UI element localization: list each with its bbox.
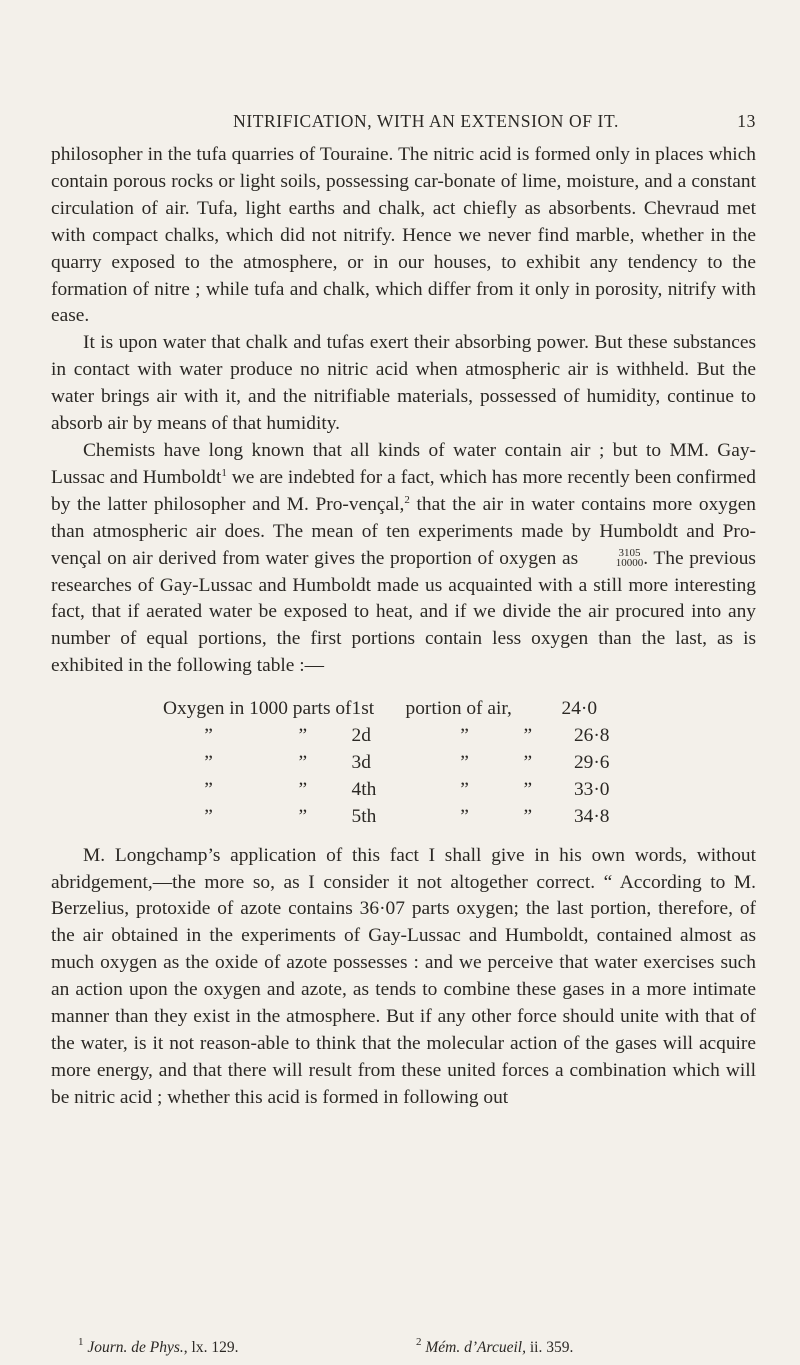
table-cell-portion: 5th <box>351 805 377 827</box>
ditto-mark: ” <box>460 751 469 773</box>
paragraph-2: It is upon water that chalk and tufas exert their absorbing power. But these substances in contact with water produce no nitric acid when atmospheric air is withheld. But the water brings air with it, and the nitrifiable materials, possessed of humidity, continue to absorb air by means of that humidity. <box>51 332 756 435</box>
ditto-mark: ” <box>460 805 469 827</box>
footnote-2-title: Mém. d’Arcueil, <box>425 1339 526 1356</box>
table-cell-value: 24·0 <box>561 698 598 720</box>
table-cell-suffix: portion of air, <box>405 698 512 720</box>
running-title: NITRIFICATION, WITH AN EXTENSION OF IT. <box>233 111 619 131</box>
ditto-mark: ” <box>523 725 533 747</box>
page-number: 13 <box>737 111 756 131</box>
paragraph-3-part-b: we are indebted for a fact, which has more recently been confirmed by the latter philosopher and M. Pro-vençal, <box>51 466 756 515</box>
footnote-1-mark: 1 <box>78 1336 84 1348</box>
oxygen-table <box>163 696 610 831</box>
ditto-mark: ” <box>204 805 213 827</box>
table-cell-value: 29·6 <box>573 751 610 773</box>
running-header <box>96 111 756 137</box>
table-cell-portion: 3d <box>351 751 371 773</box>
footnote-2-mark: 2 <box>416 1336 422 1348</box>
ditto-mark: ” <box>523 778 533 800</box>
ditto-mark: ” <box>460 778 469 800</box>
footnote-1-ref: , lx. 129. <box>183 1339 239 1356</box>
table-cell-label: Oxygen in 1000 parts of <box>163 698 352 720</box>
footnote-2 <box>416 1336 574 1357</box>
fraction-numerator: 3105 <box>618 546 641 559</box>
fraction-denominator: 10000 <box>615 556 644 569</box>
body-text <box>51 142 756 1112</box>
paragraph-1: philosopher in the tufa quarries of Touraine. The nitric acid is formed only in places which contain porous rocks or light soils, possessing car-bonate of lime, moisture, and a constant circulation of air. Tufa, light earths and chalk, act chiefly as absorbents. Chevraud met with compact chalks, which did not nitrify. Hence we never find marble, whether in the quarry exposed to the atmosphere, or in our houses, to exhibit any tendency to the formation of nitre ; while tufa and chalk, which differ from it only in porosity, nitrify with ease. <box>51 144 756 327</box>
table-row <box>163 804 610 831</box>
ditto-mark: ” <box>460 725 469 747</box>
table-row <box>163 696 610 723</box>
ditto-mark: ” <box>298 778 308 800</box>
table-cell-portion: 1st <box>351 698 375 720</box>
footnote-ref-1: 1 <box>221 466 227 479</box>
table-cell-value: 34·8 <box>573 805 610 827</box>
ditto-mark: ” <box>298 751 308 773</box>
table-row <box>163 750 610 777</box>
ditto-mark: ” <box>204 778 213 800</box>
paragraph-3-part-d: . The previous researches of Gay-Lussac and Humboldt made us acquainted with a still more interesting fact, that if aerated water be exposed to heat, and if we divide the air procured into any number of equal portions, the first portions contain less oxygen than the last, as is exhibited in the following table :— <box>51 547 756 677</box>
table-cell-value: 26·8 <box>573 725 610 747</box>
table-row <box>163 723 610 750</box>
table-cell-portion: 4th <box>351 778 377 800</box>
ditto-mark: ” <box>204 751 213 773</box>
oxygen-fraction <box>584 548 644 568</box>
ditto-mark: ” <box>523 751 533 773</box>
footnote-2-ref: ii. 359. <box>525 1339 574 1356</box>
footnote-1 <box>78 1336 239 1357</box>
paragraph-3-part-c: that the air in water contains more oxygen than atmospheric air does. The mean of ten experiments made by Humboldt and Pro-vençal on air derived from water gives the proportion of oxygen as <box>51 493 757 569</box>
paragraph-3-part-a: Chemists have long known that all kinds of water contain air ; but to MM. Gay-Lussac and Humboldt <box>51 439 756 488</box>
ditto-mark: ” <box>204 725 213 747</box>
footnote-1-title: Journ. de Phys. <box>87 1339 184 1356</box>
table-cell-value: 33·0 <box>573 778 610 800</box>
paragraph-3 <box>51 438 756 680</box>
table-cell-portion: 2d <box>351 725 371 747</box>
ditto-mark: ” <box>523 805 533 827</box>
ditto-mark: ” <box>298 725 308 747</box>
ditto-mark: ” <box>298 805 308 827</box>
table-row <box>163 777 610 804</box>
footnote-ref-2: 2 <box>404 493 410 506</box>
paragraph-4: M. Longchamp’s application of this fact I shall give in his own words, without abridgement,—the more so, as I consider it not altogether correct. “ According to M. Berzelius, protoxide of azote contains 36·07 parts oxygen; the last portion, therefore, of the air obtained in the experiments of Gay-Lussac and Humboldt, contained almost as much oxygen as the oxide of azote possesses : and we perceive that water exercises such an action upon the oxygen and azote, as tends to combine these gases in a more intimate manner than they exist in the atmosphere. But if any other force should unite with that of the water, is it not reason-able to think that the molecular action of the gases will acquire more energy, and that there will result from these united forces a combination which will be nitric acid ; whether this acid is formed in following out <box>51 844 756 1108</box>
